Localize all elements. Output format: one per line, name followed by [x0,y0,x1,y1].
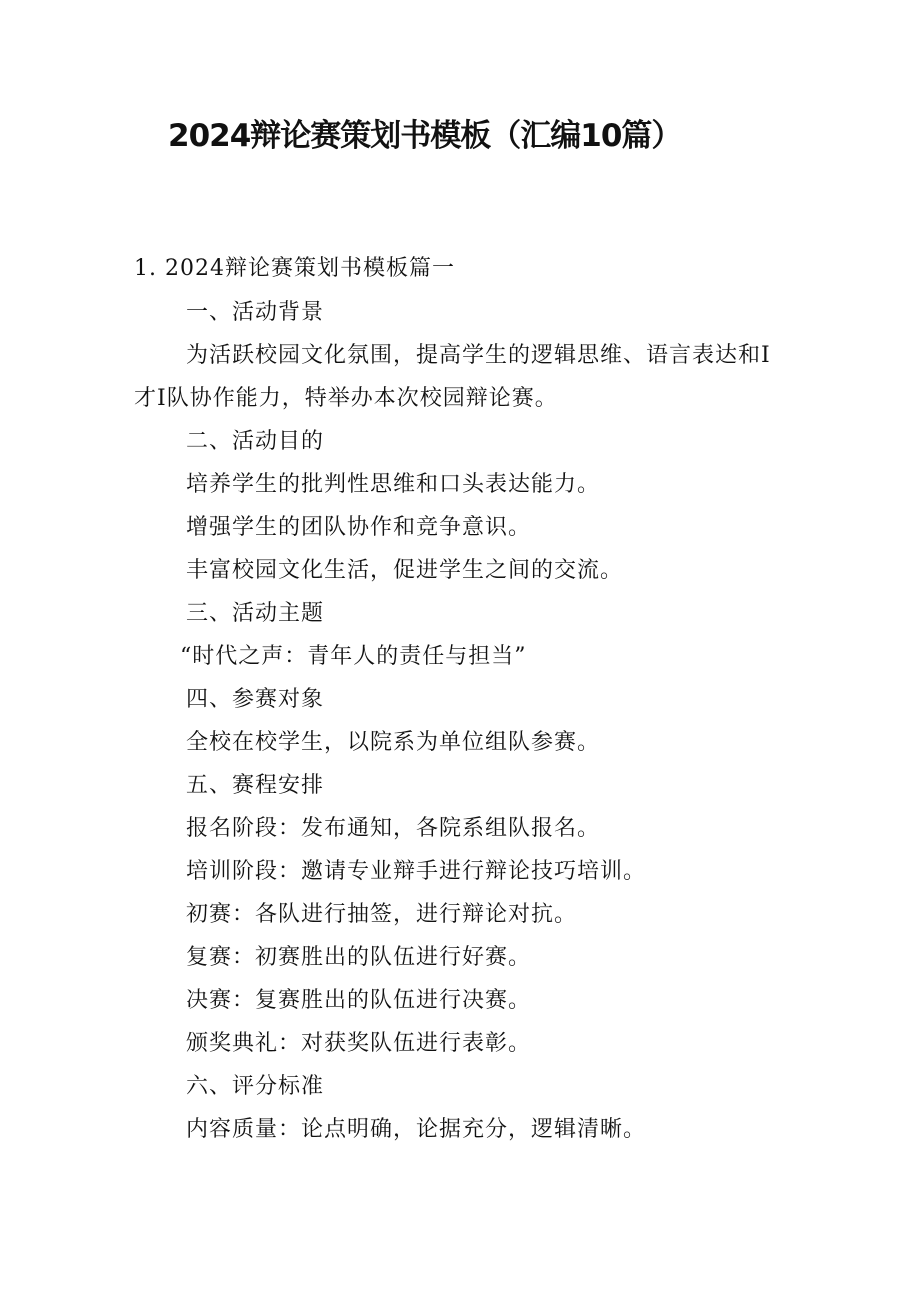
participants-text: 全校在校学生，以院系为单位组队参赛。 [186,730,601,755]
participants-heading: 四、参赛对象 [186,687,325,712]
background-paragraph-line-2: 才I队协作能力，特举办本次校园辩论赛。 [134,386,558,411]
schedule-item-1: 报名阶段：发布通知，各院系组队报名。 [186,816,601,841]
goal-item-1: 培养学生的批判性思维和口头表达能力。 [186,472,601,497]
scoring-item-1: 内容质量：论点明确，论据充分，逻辑清晰。 [186,1117,647,1142]
section-title: 1. 2024辩论赛策划书模板篇一 [134,256,455,281]
schedule-item-5: 决赛：复赛胜出的队伍进行决赛。 [186,988,532,1013]
schedule-item-2: 培训阶段：邀请专业辩手进行辩论技巧培训。 [186,859,647,884]
schedule-item-3: 初赛：各队进行抽签，进行辩论对抗。 [186,902,578,927]
schedule-item-6: 颁奖典礼：对获奖队伍进行表彰。 [186,1031,532,1056]
document-title: 2024辩论赛策划书模板（汇编10篇） [168,118,682,154]
theme-text: “时代之声：青年人的责任与担当” [180,644,527,669]
goal-heading: 二、活动目的 [186,429,325,454]
goal-item-3: 丰富校园文化生活，促进学生之间的交流。 [186,558,624,583]
goal-item-2: 增强学生的团队协作和竞争意识。 [186,515,532,540]
background-paragraph-line-1: 为活跃校园文化氛围，提高学生的逻辑思维、语言表达和I [186,343,771,368]
background-heading: 一、活动背景 [186,300,325,325]
schedule-item-4: 复赛：初赛胜出的队伍进行好赛。 [186,945,532,970]
schedule-heading: 五、赛程安排 [186,773,325,798]
theme-heading: 三、活动主题 [186,601,325,626]
scoring-heading: 六、评分标准 [186,1074,325,1099]
